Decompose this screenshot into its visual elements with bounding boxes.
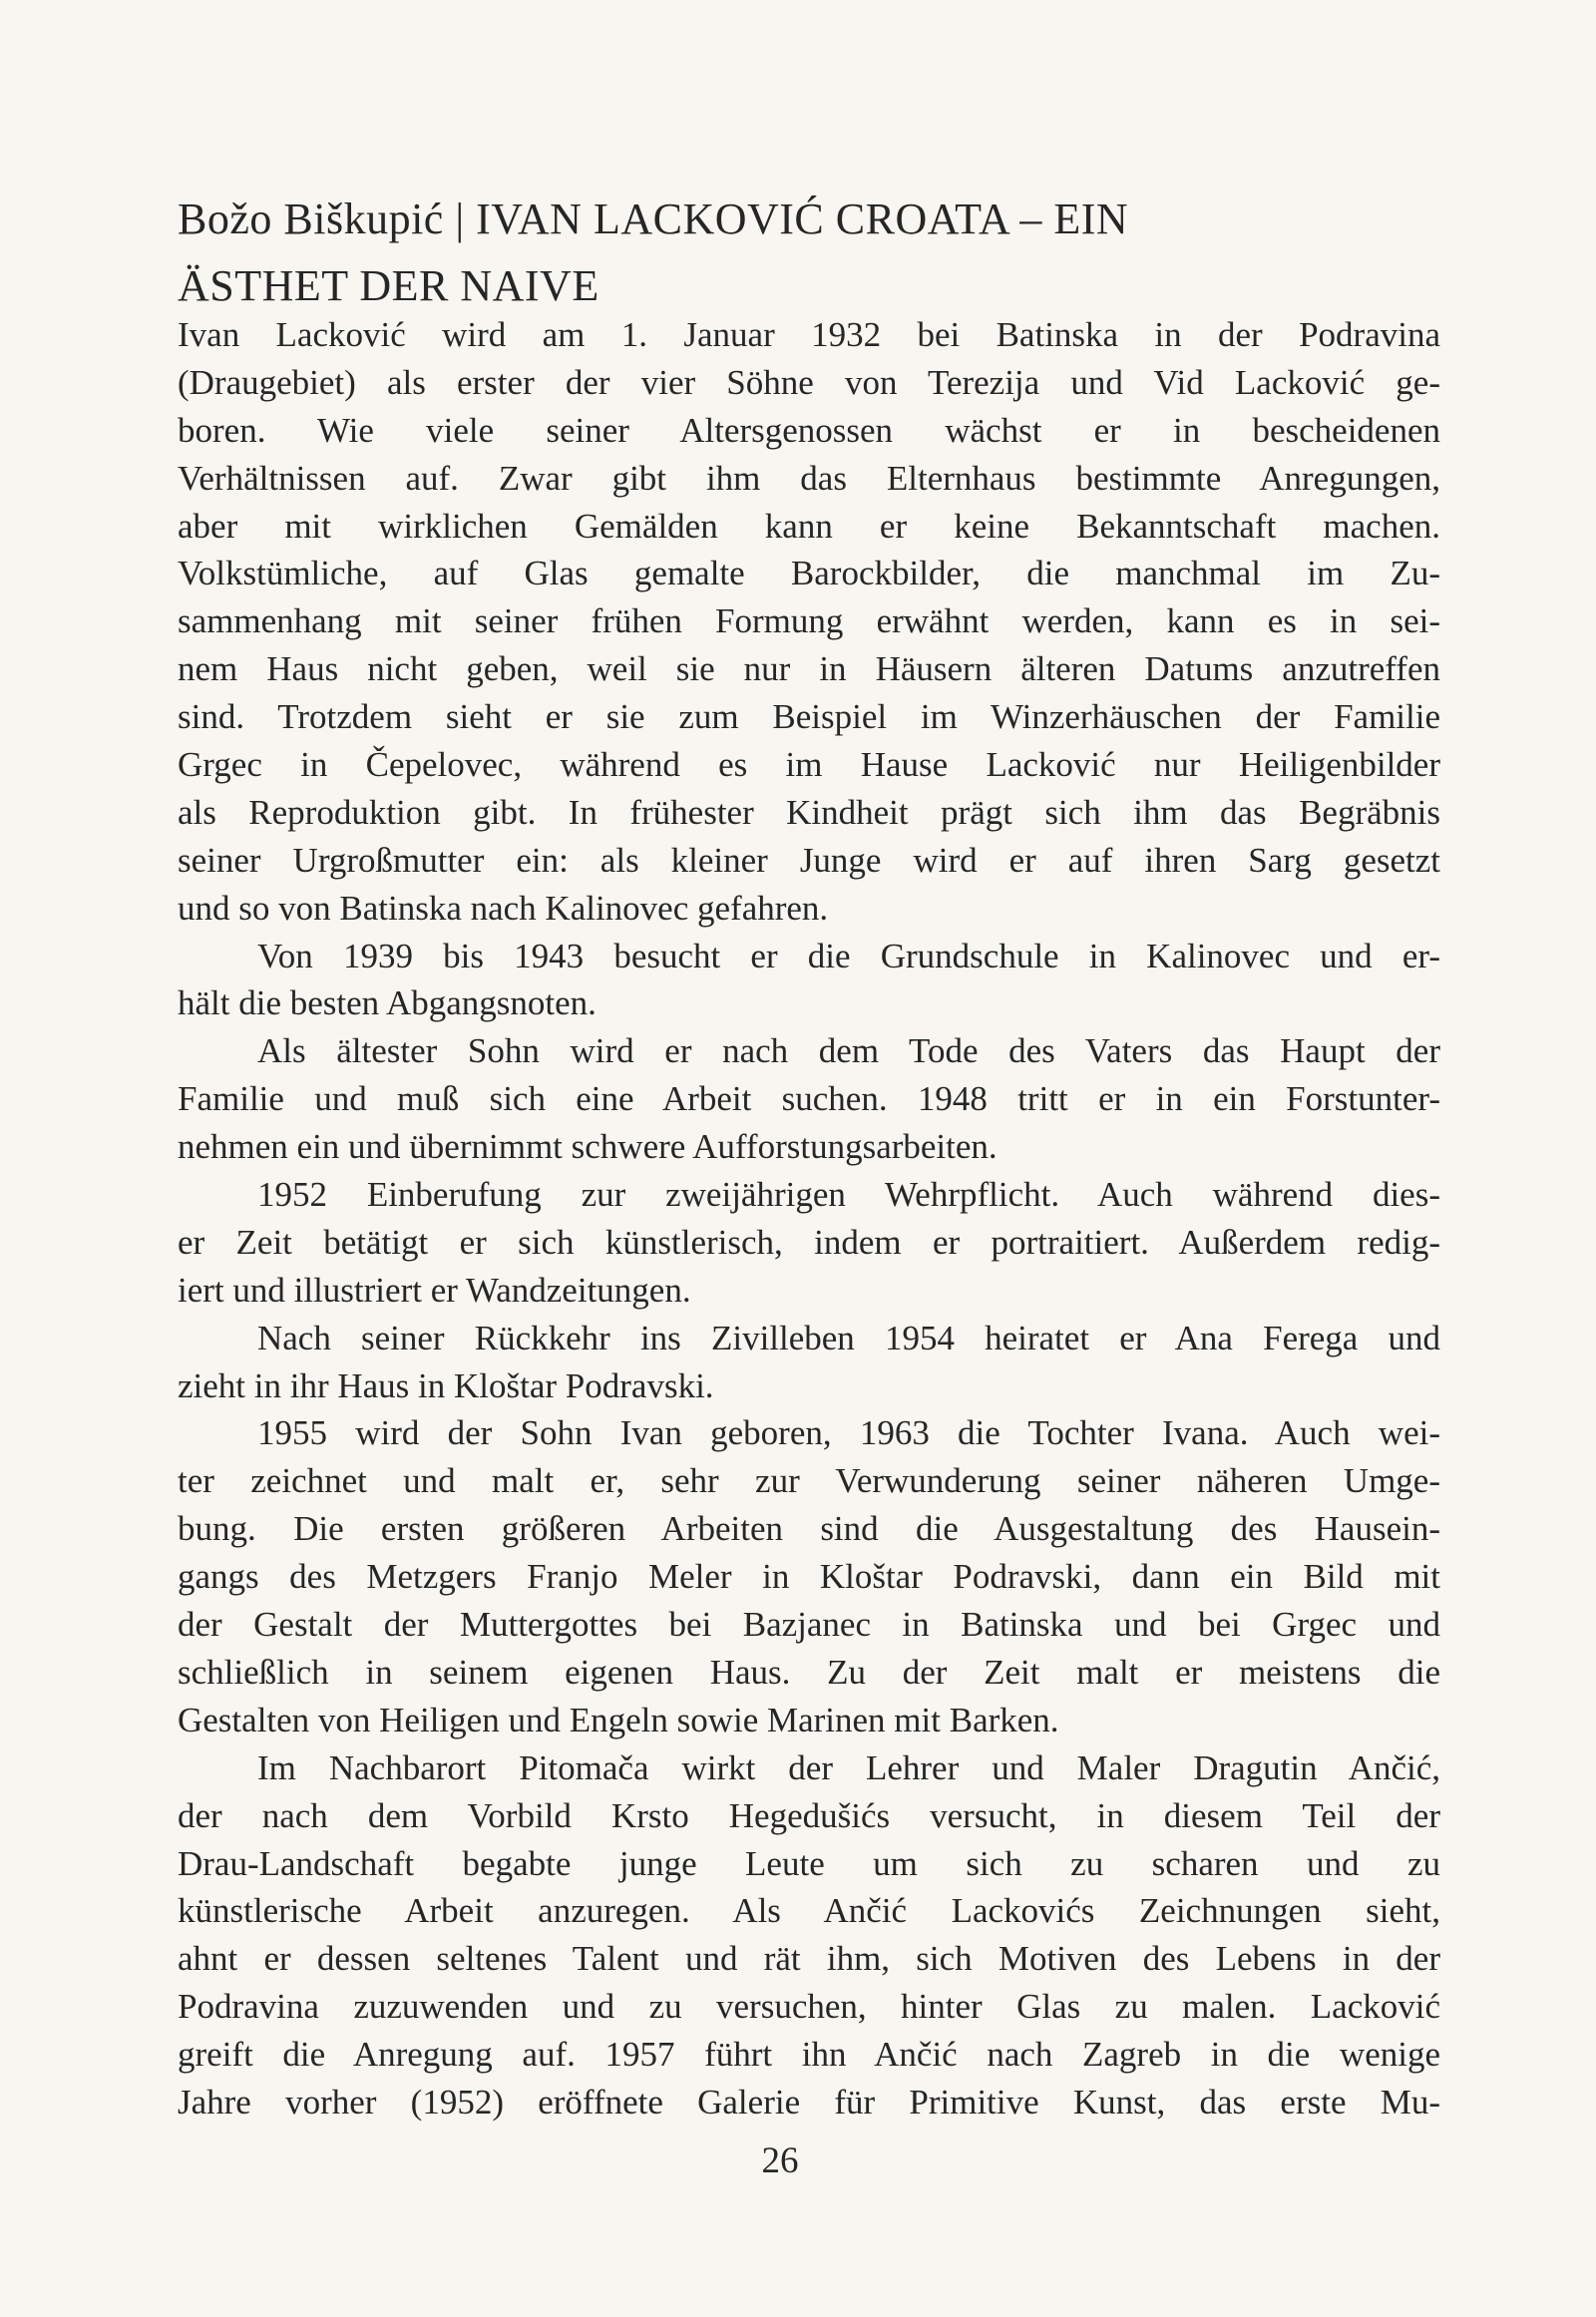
text-line: schließlich in seinem eigenen Haus. Zu der Zeit malt er meistens die — [178, 1652, 1440, 1692]
text-line: Podravina zuzuwenden und zu versuchen, hinter Glas zu malen. Lacković — [178, 1987, 1440, 2027]
text-line: Drau-Landschaft begabte junge Leute um sich zu scharen und zu — [178, 1843, 1440, 1883]
text-line: 1955 wird der Sohn Ivan geboren, 1963 die Tochter Ivana. Auch wei- — [257, 1413, 1440, 1453]
text-line: Familie und muß sich eine Arbeit suchen. 1948 tritt er in ein Forstunter- — [178, 1079, 1440, 1119]
text-line: boren. Wie viele seiner Altersgenossen wächst er in bescheidenen — [178, 410, 1440, 450]
text-line: Grgec in Čepelovec, während es im Hause Lacković nur Heiligenbilder — [178, 745, 1440, 785]
text-line: hält die besten Abgangsnoten. — [178, 983, 597, 1023]
text-line: der nach dem Vorbild Krsto Hegedušićs versucht, in diesem Teil der — [178, 1795, 1440, 1835]
text-line: ter zeichnet und malt er, sehr zur Verwunderung seiner näheren Umge- — [178, 1461, 1440, 1501]
text-line: Ivan Lacković wird am 1. Januar 1932 bei Batinska in der Podravina — [178, 315, 1440, 354]
text-line: ahnt er dessen seltenes Talent und rät ihm, sich Motiven des Lebens in der — [178, 1939, 1440, 1979]
text-line: bung. Die ersten größeren Arbeiten sind die Ausgestaltung des Hausein- — [178, 1509, 1440, 1549]
text-line: Im Nachbarort Pitomača wirkt der Lehrer und Maler Dragutin Ančić, — [257, 1747, 1440, 1787]
text-line: (Draugebiet) als erster der vier Söhne von Terezija und Vid Lacković ge- — [178, 362, 1440, 402]
page-number: 26 — [761, 2140, 799, 2181]
text-line: aber mit wirklichen Gemälden kann er keine Bekanntschaft machen. — [178, 506, 1440, 546]
text-line: nem Haus nicht geben, weil sie nur in Häusern älteren Datums anzutreffen — [178, 649, 1440, 689]
text-line: Volkstümliche, auf Glas gemalte Barockbilder, die manchmal im Zu- — [178, 554, 1440, 593]
text-line: iert und illustriert er Wandzeitungen. — [178, 1270, 691, 1310]
text-line: der Gestalt der Muttergottes bei Bazjanec in Batinska und bei Grgec und — [178, 1605, 1440, 1645]
text-line: er Zeit betätigt er sich künstlerisch, indem er portraitiert. Außerdem redig- — [178, 1222, 1440, 1262]
text-line: greift die Anregung auf. 1957 führt ihn Ančić nach Zagreb in die wenige — [178, 2035, 1440, 2075]
text-line: und so von Batinska nach Kalinovec gefahren. — [178, 888, 829, 928]
text-line: nehmen ein und übernimmt schwere Aufforstungsarbeiten. — [178, 1127, 998, 1167]
text-line: künstlerische Arbeit anzuregen. Als Ančić Lackovićs Zeichnungen sieht, — [178, 1891, 1440, 1931]
text-line: gangs des Metzgers Franjo Meler in Kloštar Podravski, dann ein Bild mit — [178, 1557, 1440, 1597]
text-line: sammenhang mit seiner frühen Formung erwähnt werden, kann es in sei- — [178, 601, 1440, 641]
text-line: Als ältester Sohn wird er nach dem Tode des Vaters das Haupt der — [257, 1031, 1440, 1071]
text-line: 1952 Einberufung zur zweijährigen Wehrpflicht. Auch während dies- — [257, 1175, 1440, 1215]
text-line: seiner Urgroßmutter ein: als kleiner Junge wird er auf ihren Sarg gesetzt — [178, 840, 1440, 880]
article-title-line-1: Božo Biškupić | IVAN LACKOVIĆ CROATA – EIN — [178, 194, 1129, 244]
text-line: Verhältnissen auf. Zwar gibt ihm das Elternhaus bestimmte Anregungen, — [178, 458, 1440, 498]
text-line: Jahre vorher (1952) eröffnete Galerie für Primitive Kunst, das erste Mu- — [178, 2082, 1440, 2122]
text-line: sind. Trotzdem sieht er sie zum Beispiel im Winzerhäuschen der Familie — [178, 697, 1440, 737]
article-title-line-2: ÄSTHET DER NAIVE — [178, 261, 599, 311]
text-line: als Reproduktion gibt. In frühester Kindheit prägt sich ihm das Begräbnis — [178, 792, 1440, 832]
article-body — [178, 311, 1440, 2126]
text-line: Nach seiner Rückkehr ins Zivilleben 1954 heiratet er Ana Ferega und — [257, 1318, 1440, 1357]
text-line: zieht in ihr Haus in Kloštar Podravski. — [178, 1365, 714, 1405]
text-line: Von 1939 bis 1943 besucht er die Grundschule in Kalinovec und er- — [257, 936, 1440, 975]
text-line: Gestalten von Heiligen und Engeln sowie Marinen mit Barken. — [178, 1700, 1059, 1739]
